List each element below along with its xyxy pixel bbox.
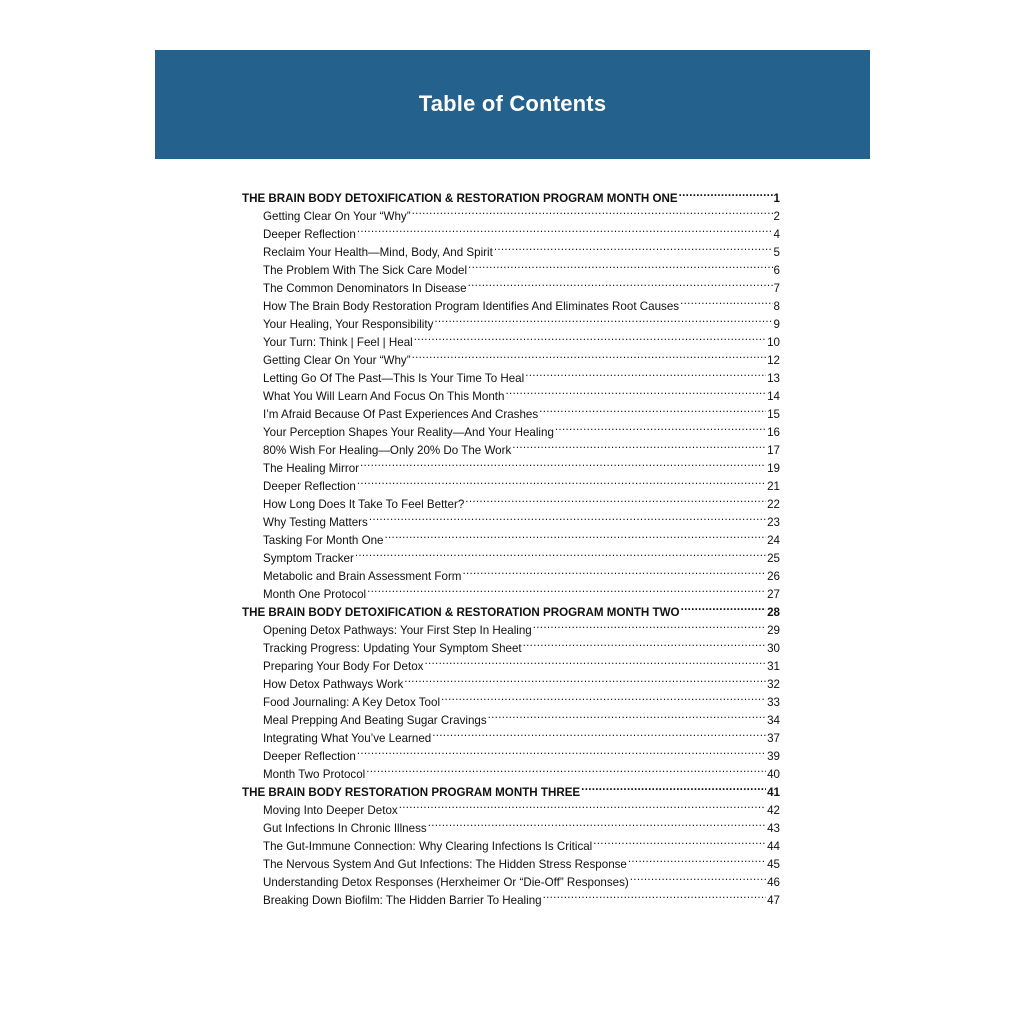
dot-leader: [533, 616, 766, 634]
dot-leader: [357, 220, 773, 238]
toc-entry-title: Opening Detox Pathways: Your First Step In Healing: [263, 624, 532, 637]
toc-page-number: 42: [767, 804, 780, 817]
toc-page-number: 16: [767, 426, 780, 439]
dot-leader: [385, 526, 767, 544]
dot-leader: [523, 634, 766, 652]
toc-entry-title: 80% Wish For Healing—Only 20% Do The Work: [263, 444, 512, 457]
toc-page-number: 19: [767, 462, 780, 475]
toc-section-entry[interactable]: [242, 184, 780, 205]
dot-leader: [412, 346, 767, 364]
toc-entry-title: Why Testing Matters: [263, 516, 368, 529]
dot-leader: [360, 454, 766, 472]
toc-entry-title: Getting Clear On Your “Why”: [263, 210, 411, 223]
toc-page-number: 26: [767, 570, 780, 583]
toc-entry-title: Symptom Tracker: [263, 552, 354, 565]
dot-leader: [512, 436, 766, 454]
dot-leader: [424, 652, 766, 670]
table-of-contents: [242, 184, 780, 907]
toc-entry-title: Metabolic and Brain Assessment Form: [263, 570, 462, 583]
toc-entry-title: What You Will Learn And Focus On This Month: [263, 390, 505, 403]
toc-entry-title: Reclaim Your Health—Mind, Body, And Spirit: [263, 246, 493, 259]
dot-leader: [468, 256, 773, 274]
toc-entry-title: How Long Does It Take To Feel Better?: [263, 498, 465, 511]
dot-leader: [465, 490, 766, 508]
toc-entry-title: How The Brain Body Restoration Program Identifies And Eliminates Root Causes: [263, 300, 680, 313]
toc-entry-title: Your Turn: Think | Feel | Heal: [263, 336, 413, 349]
toc-page-number: 31: [767, 660, 780, 673]
toc-page-number: 22: [767, 498, 780, 511]
dot-leader: [581, 778, 766, 796]
dot-leader: [367, 580, 766, 598]
dot-leader: [441, 688, 766, 706]
toc-page-number: 13: [767, 372, 780, 385]
toc-page-number: 21: [767, 480, 780, 493]
dot-leader: [412, 202, 773, 220]
toc-page-number: 39: [767, 750, 780, 763]
dot-leader: [414, 328, 766, 346]
page-title: Table of Contents: [418, 90, 607, 116]
toc-entry-title: THE BRAIN BODY DETOXIFICATION & RESTORATION PROGRAM MONTH ONE: [242, 192, 678, 205]
toc-entry-title: The Nervous System And Gut Infections: The Hidden Stress Response: [263, 858, 627, 871]
toc-page-number: 45: [767, 858, 780, 871]
toc-entry-title: The Healing Mirror: [263, 462, 359, 475]
toc-entry-title: Integrating What You’ve Learned: [263, 732, 432, 745]
toc-page-number: 41: [767, 786, 780, 799]
toc-page-number: 9: [773, 318, 780, 331]
toc-entry-title: Gut Infections In Chronic Illness: [263, 822, 427, 835]
toc-page-number: 47: [767, 894, 780, 907]
dot-leader: [543, 886, 766, 904]
toc-entry-title: Understanding Detox Responses (Herxheimer Or “Die-Off” Responses): [263, 876, 629, 889]
toc-entry-title: How Detox Pathways Work: [263, 678, 404, 691]
toc-entry-title: Moving Into Deeper Detox: [263, 804, 398, 817]
toc-entry-title: Tasking For Month One: [263, 534, 384, 547]
dot-leader: [555, 418, 766, 436]
toc-entry-title: THE BRAIN BODY DETOXIFICATION & RESTORATION PROGRAM MONTH TWO: [242, 606, 680, 619]
toc-page-number: 24: [767, 534, 780, 547]
toc-entry-title: I’m Afraid Because Of Past Experiences And Crashes: [263, 408, 539, 421]
toc-page-number: 32: [767, 678, 780, 691]
toc-page-number: 43: [767, 822, 780, 835]
toc-entry-title: Meal Prepping And Beating Sugar Cravings: [263, 714, 487, 727]
dot-leader: [505, 382, 766, 400]
toc-page-number: 5: [773, 246, 780, 259]
toc-page-number: 37: [767, 732, 780, 745]
dot-leader: [355, 544, 766, 562]
toc-page-number: 4: [773, 228, 780, 241]
dot-leader: [462, 562, 766, 580]
toc-entry-title: Tracking Progress: Updating Your Symptom Sheet: [263, 642, 522, 655]
dot-leader: [679, 184, 773, 202]
toc-page-number: 30: [767, 642, 780, 655]
toc-entry-title: Your Perception Shapes Your Reality—And Your Healing: [263, 426, 554, 439]
toc-page-number: 7: [773, 282, 780, 295]
toc-entry-title: The Gut-Immune Connection: Why Clearing Infections Is Critical: [263, 840, 593, 853]
title-banner: [155, 50, 870, 159]
toc-entry-title: The Common Denominators In Disease: [263, 282, 467, 295]
toc-page-number: 2: [773, 210, 780, 223]
toc-page-number: 33: [767, 696, 780, 709]
dot-leader: [468, 274, 773, 292]
toc-page-number: 44: [767, 840, 780, 853]
dot-leader: [630, 868, 766, 886]
dot-leader: [681, 598, 767, 616]
toc-entry-title: Letting Go Of The Past—This Is Your Time To Heal: [263, 372, 525, 385]
toc-page-number: 46: [767, 876, 780, 889]
toc-entry-title: Month Two Protocol: [263, 768, 366, 781]
dot-leader: [680, 292, 772, 310]
toc-entry-title: Deeper Reflection: [263, 750, 356, 763]
dot-leader: [399, 796, 766, 814]
toc-page-number: 23: [767, 516, 780, 529]
dot-leader: [434, 310, 772, 328]
toc-entry-title: The Problem With The Sick Care Model: [263, 264, 468, 277]
dot-leader: [494, 238, 773, 256]
toc-entry-title: Getting Clear On Your “Why”: [263, 354, 411, 367]
toc-page-number: 29: [767, 624, 780, 637]
toc-page-number: 12: [767, 354, 780, 367]
toc-entry-title: Food Journaling: A Key Detox Tool: [263, 696, 441, 709]
toc-page-number: 17: [767, 444, 780, 457]
dot-leader: [488, 706, 766, 724]
toc-entry-title: Deeper Reflection: [263, 480, 356, 493]
dot-leader: [369, 508, 766, 526]
toc-entry-title: Breaking Down Biofilm: The Hidden Barrier To Healing: [263, 894, 542, 907]
toc-page-number: 8: [773, 300, 780, 313]
dot-leader: [428, 814, 766, 832]
toc-entry-title: Deeper Reflection: [263, 228, 356, 241]
toc-page-number: 25: [767, 552, 780, 565]
dot-leader: [628, 850, 766, 868]
dot-leader: [357, 742, 766, 760]
toc-page-number: 27: [767, 588, 780, 601]
toc-page-number: 14: [767, 390, 780, 403]
dot-leader: [539, 400, 766, 418]
toc-page-number: 1: [773, 192, 780, 205]
toc-page-number: 34: [767, 714, 780, 727]
dot-leader: [432, 724, 766, 742]
toc-page-number: 15: [767, 408, 780, 421]
toc-page-number: 10: [767, 336, 780, 349]
dot-leader: [525, 364, 766, 382]
toc-entry-title: THE BRAIN BODY RESTORATION PROGRAM MONTH THREE: [242, 786, 581, 799]
dot-leader: [404, 670, 766, 688]
toc-entry-title: Your Healing, Your Responsibility: [263, 318, 434, 331]
toc-entry-title: Month One Protocol: [263, 588, 367, 601]
dot-leader: [366, 760, 766, 778]
toc-page-number: 6: [773, 264, 780, 277]
toc-page-number: 28: [767, 606, 780, 619]
dot-leader: [593, 832, 766, 850]
dot-leader: [357, 472, 766, 490]
toc-entry-title: Preparing Your Body For Detox: [263, 660, 424, 673]
toc-page-number: 40: [767, 768, 780, 781]
